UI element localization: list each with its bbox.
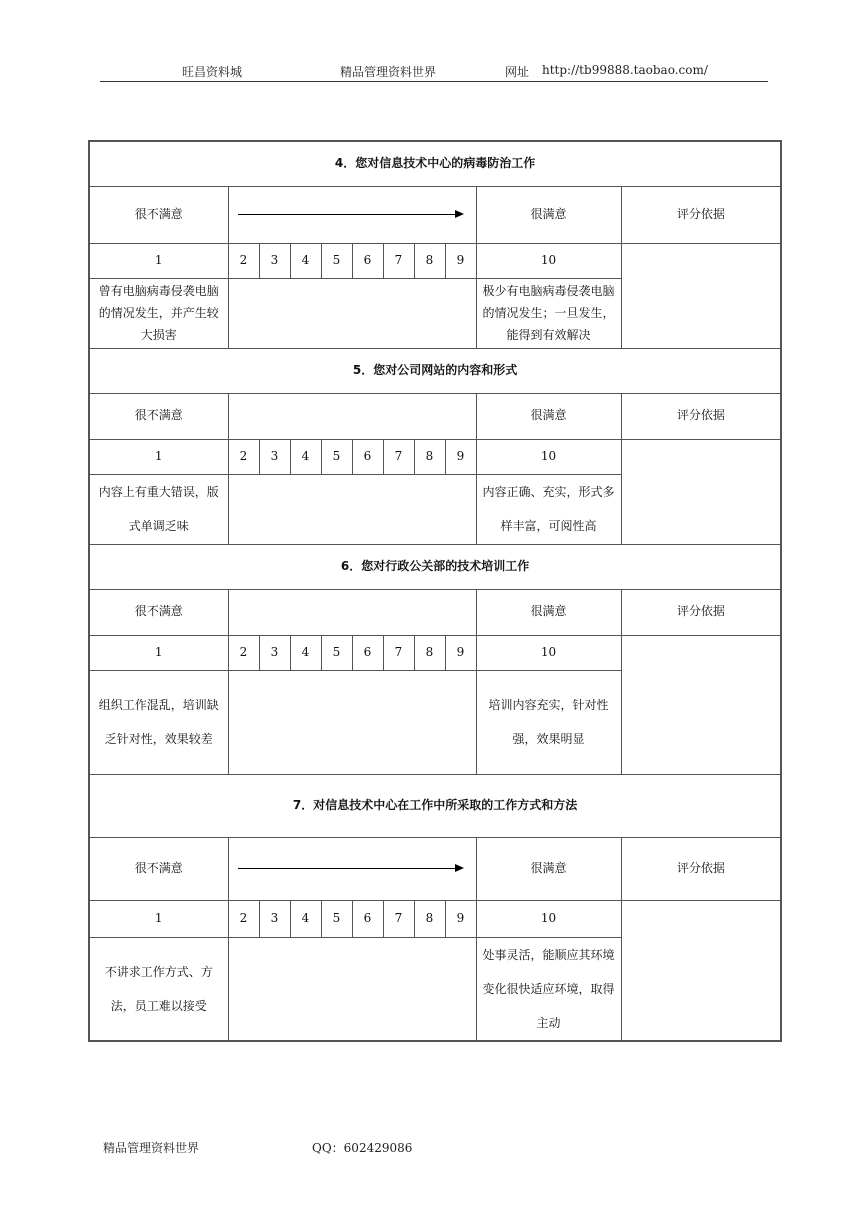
score-cell[interactable]: 9	[445, 243, 476, 278]
score-cell[interactable]: 9	[445, 635, 476, 670]
scoring-basis-input[interactable]	[621, 900, 781, 1041]
scoring-basis-label: 评分依据	[621, 837, 781, 900]
score-cell[interactable]: 3	[259, 900, 290, 937]
score-cell[interactable]: 10	[476, 635, 621, 670]
footer-qq: QQ：602429086	[312, 1141, 413, 1155]
scale-blank	[228, 589, 476, 635]
score-number-row	[89, 900, 781, 937]
header-divider	[100, 81, 768, 82]
header-url[interactable]: http://tb99888.taobao.com/	[542, 63, 708, 77]
score-cell[interactable]: 2	[228, 243, 259, 278]
score-cell[interactable]: 7	[383, 900, 414, 937]
scale-blank	[228, 393, 476, 439]
high-description: 处事灵活，能顺应其环境变化很快适应环境，取得主动	[476, 937, 621, 1041]
header-site-name: 精品管理资料世界	[340, 65, 437, 79]
score-cell[interactable]: 1	[89, 900, 228, 937]
satisfaction-survey-table	[88, 140, 782, 1042]
middle-blank	[228, 937, 476, 1041]
score-cell[interactable]: 6	[352, 243, 383, 278]
score-cell[interactable]: 6	[352, 900, 383, 937]
low-satisfaction-label: 很不满意	[89, 393, 228, 439]
score-cell[interactable]: 10	[476, 900, 621, 937]
question-title: 6．您对行政公关部的技术培训工作	[89, 544, 781, 589]
score-cell[interactable]: 8	[414, 900, 445, 937]
score-number-row	[89, 243, 781, 278]
high-satisfaction-label: 很满意	[476, 589, 621, 635]
middle-blank	[228, 670, 476, 774]
footer-site-name: 精品管理资料世界	[103, 1141, 200, 1155]
middle-blank	[228, 278, 476, 348]
question-title: 4．您对信息技术中心的病毒防治工作	[89, 141, 781, 186]
low-satisfaction-label: 很不满意	[89, 837, 228, 900]
low-satisfaction-label: 很不满意	[89, 589, 228, 635]
scale-label-row	[89, 837, 781, 900]
score-cell[interactable]: 5	[321, 439, 352, 474]
header-shop-name: 旺昌资料城	[182, 65, 243, 79]
middle-blank	[228, 474, 476, 544]
score-cell[interactable]: 1	[89, 243, 228, 278]
low-satisfaction-label: 很不满意	[89, 186, 228, 243]
scale-arrow	[228, 837, 476, 900]
question-row	[89, 348, 781, 393]
score-cell[interactable]: 10	[476, 439, 621, 474]
score-cell[interactable]: 2	[228, 900, 259, 937]
scale-label-row	[89, 393, 781, 439]
score-cell[interactable]: 5	[321, 635, 352, 670]
scale-arrow	[228, 186, 476, 243]
scale-label-row	[89, 589, 781, 635]
low-description: 内容上有重大错误，版式单调乏味	[89, 474, 228, 544]
question-row	[89, 774, 781, 837]
high-description: 极少有电脑病毒侵袭电脑的情况发生；一旦发生，能得到有效解决	[476, 278, 621, 348]
score-number-row	[89, 439, 781, 474]
score-cell[interactable]: 4	[290, 900, 321, 937]
scoring-basis-label: 评分依据	[621, 393, 781, 439]
score-cell[interactable]: 3	[259, 439, 290, 474]
scoring-basis-input[interactable]	[621, 439, 781, 544]
score-cell[interactable]: 2	[228, 439, 259, 474]
score-cell[interactable]: 1	[89, 635, 228, 670]
question-title: 7．对信息技术中心在工作中所采取的工作方式和方法	[89, 774, 781, 837]
score-cell[interactable]: 8	[414, 243, 445, 278]
low-description: 不讲求工作方式、方法，员工难以接受	[89, 937, 228, 1041]
high-description: 内容正确、充实，形式多样丰富，可阅性高	[476, 474, 621, 544]
right-arrow-icon	[233, 210, 472, 220]
score-cell[interactable]: 7	[383, 243, 414, 278]
low-description: 曾有电脑病毒侵袭电脑的情况发生，并产生较大损害	[89, 278, 228, 348]
scoring-basis-label: 评分依据	[621, 589, 781, 635]
right-arrow-icon	[233, 864, 472, 874]
score-cell[interactable]: 4	[290, 635, 321, 670]
score-cell[interactable]: 1	[89, 439, 228, 474]
header-url-label: 网址	[505, 65, 530, 79]
score-cell[interactable]: 8	[414, 439, 445, 474]
high-satisfaction-label: 很满意	[476, 837, 621, 900]
score-cell[interactable]: 5	[321, 243, 352, 278]
score-cell[interactable]: 4	[290, 439, 321, 474]
score-cell[interactable]: 7	[383, 635, 414, 670]
score-cell[interactable]: 3	[259, 635, 290, 670]
scoring-basis-input[interactable]	[621, 243, 781, 348]
question-row	[89, 141, 781, 186]
question-title: 5．您对公司网站的内容和形式	[89, 348, 781, 393]
score-cell[interactable]: 9	[445, 900, 476, 937]
score-cell[interactable]: 8	[414, 635, 445, 670]
score-cell[interactable]: 10	[476, 243, 621, 278]
score-number-row	[89, 635, 781, 670]
scoring-basis-label: 评分依据	[621, 186, 781, 243]
score-cell[interactable]: 7	[383, 439, 414, 474]
score-cell[interactable]: 6	[352, 439, 383, 474]
score-cell[interactable]: 2	[228, 635, 259, 670]
score-cell[interactable]: 3	[259, 243, 290, 278]
high-satisfaction-label: 很满意	[476, 186, 621, 243]
high-satisfaction-label: 很满意	[476, 393, 621, 439]
score-cell[interactable]: 9	[445, 439, 476, 474]
score-cell[interactable]: 6	[352, 635, 383, 670]
high-description: 培训内容充实，针对性强，效果明显	[476, 670, 621, 774]
score-cell[interactable]: 4	[290, 243, 321, 278]
question-row	[89, 544, 781, 589]
scale-label-row	[89, 186, 781, 243]
scoring-basis-input[interactable]	[621, 635, 781, 774]
score-cell[interactable]: 5	[321, 900, 352, 937]
low-description: 组织工作混乱，培训缺乏针对性，效果较差	[89, 670, 228, 774]
